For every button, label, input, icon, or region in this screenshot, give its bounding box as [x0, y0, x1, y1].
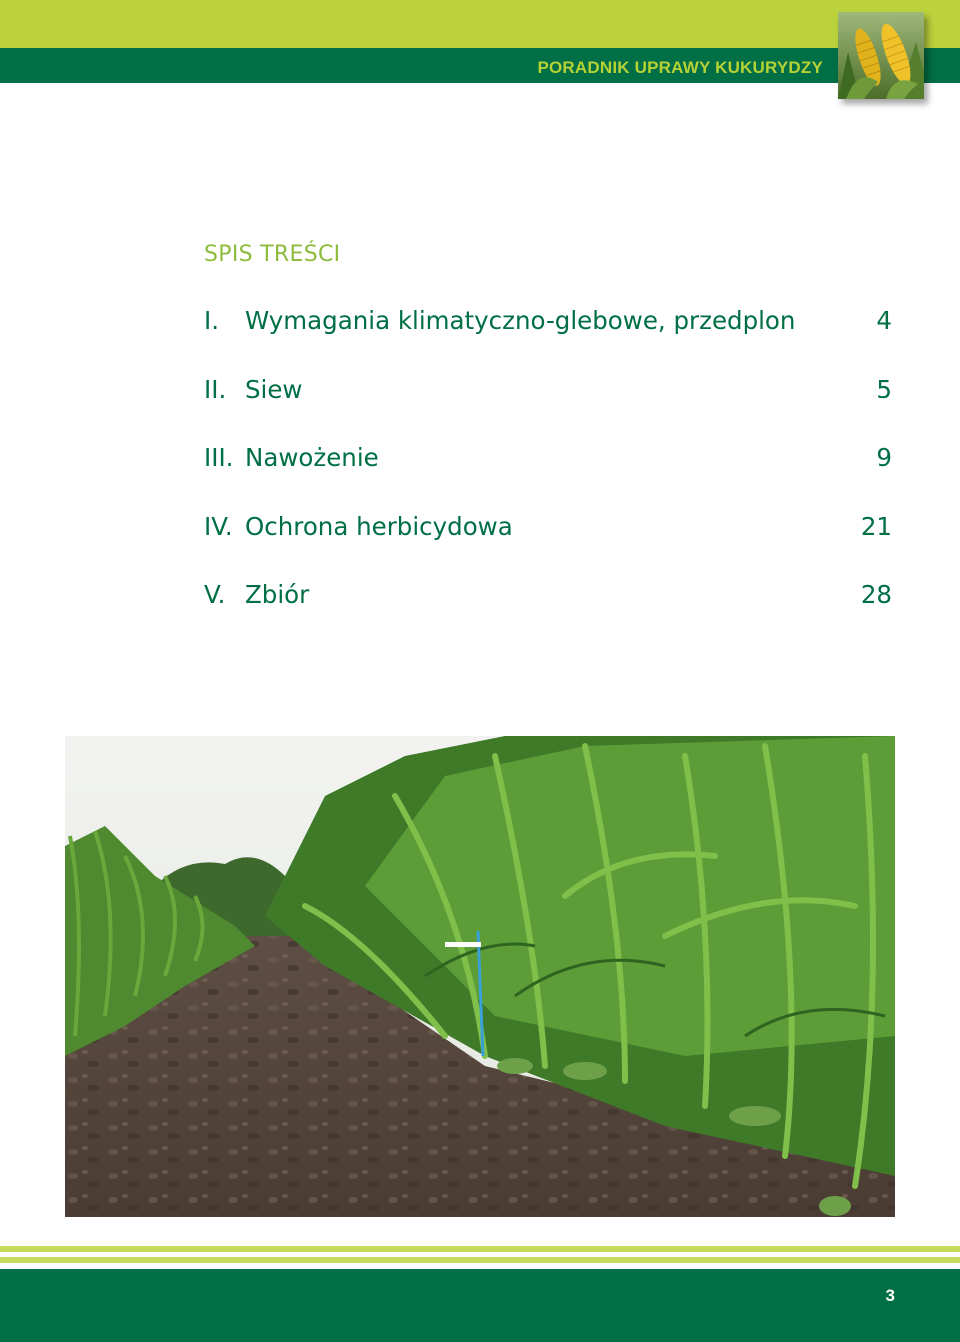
toc-item-number: IV.	[204, 511, 233, 541]
toc-item-page: 9	[876, 443, 892, 472]
corn-field-photo-icon	[65, 736, 895, 1217]
toc-item[interactable]	[204, 512, 892, 581]
table-of-contents	[204, 306, 892, 649]
corn-cob-icon	[838, 12, 924, 99]
toc-item-label: Wymagania klimatyczno-glebowe, przedplon	[245, 306, 796, 335]
toc-item-number: V.	[204, 580, 226, 609]
page-number: 3	[885, 1286, 895, 1305]
toc-heading: SPIS TREŚCI	[204, 242, 341, 267]
footer-line	[0, 1257, 960, 1263]
toc-item-number: I.	[204, 306, 220, 335]
header-title: PORADNIK UPRAWY KUKURYDZY	[537, 58, 823, 77]
toc-item-page: 28	[860, 580, 892, 609]
header-lime-band	[0, 0, 960, 48]
toc-item-number: II.	[204, 374, 227, 404]
toc-item-page: 4	[876, 306, 892, 335]
footer-band	[0, 1269, 960, 1342]
toc-item[interactable]	[204, 443, 892, 512]
toc-item[interactable]	[204, 375, 892, 444]
toc-item-number: III.	[204, 443, 234, 472]
toc-item[interactable]	[204, 306, 892, 375]
toc-item-label: Siew	[245, 374, 303, 404]
footer-line	[0, 1246, 960, 1252]
toc-item-label: Ochrona herbicydowa	[245, 511, 513, 541]
toc-item-label: Zbiór	[245, 580, 310, 609]
toc-item[interactable]	[204, 580, 892, 649]
toc-item-page: 5	[876, 374, 892, 404]
toc-item-label: Nawożenie	[245, 443, 379, 472]
toc-item-page: 21	[860, 511, 892, 541]
